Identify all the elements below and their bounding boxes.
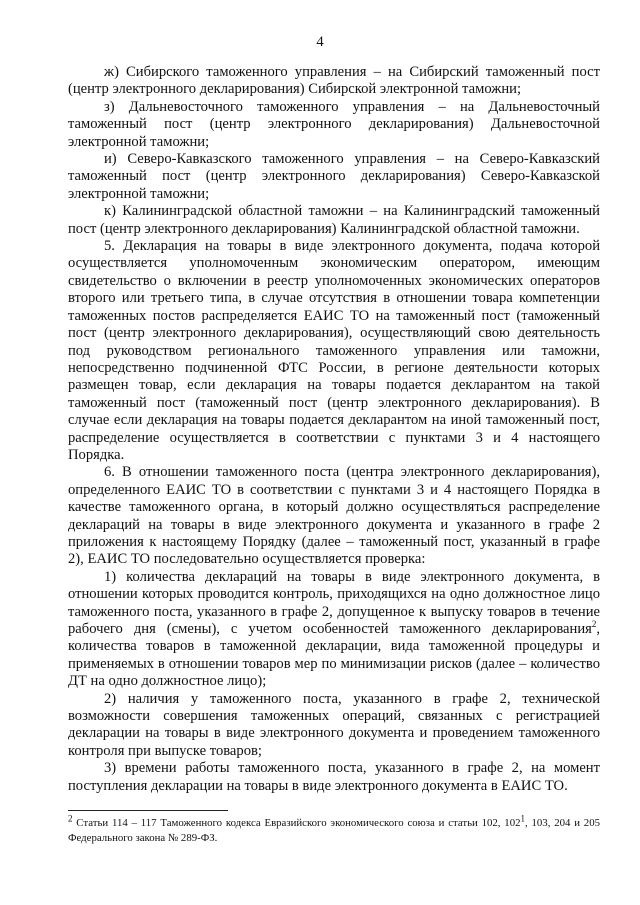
document-body <box>68 64 600 795</box>
paragraph-5: 5. Декларация на товары в виде электронного документа, подача которой осуществляется уполномоченным экономическим оператором, имеющим свидетельство о включении в реестр уполномоченных экономических операторов второго или третьего типа, в случае отсутствия в отношении товара компетенции таможенных постов распределяется ЕАИС ТО на таможенный пост (таможенный пост (центр электронного декларирования), осуществляющий свою деятельность под руководством регионального таможенного управления или таможни, непосредственно подчиненной ФТС России, в регионе деятельности которых размещен товар, если декларация на товары подается декларантом на такой таможенный пост (таможенный пост (центр электронного декларирования). В случае если декларация на товары подается декларантом на иной таможенный пост, распределение осуществляется в соответствии с пунктами 3 и 4 настоящего Порядка. <box>68 238 600 463</box>
page-number: 4 <box>316 34 324 50</box>
paragraph-k: к) Калининградской областной таможни – на Калининградский таможенный пост (центр электронного декларирования) Калининградской областной таможни. <box>68 203 600 237</box>
footnote-ref: 2 <box>591 619 597 630</box>
footnote-divider <box>68 810 228 811</box>
paragraph-i: и) Северо-Кавказского таможенного управления – на Северо-Кавказский таможенный пост (центр электронного декларирования) Северо-Кавказской электронной таможни; <box>68 151 600 202</box>
list-item-1-text-cont: , количества товаров в таможенной декларации, вида таможенной процедуры и применяемых в отношении товаров мер по минимизации рисков (далее – количество ДТ на одно должностное лицо); <box>68 621 600 690</box>
list-item-1 <box>68 569 600 691</box>
paragraph-zh: ж) Сибирского таможенного управления – на Сибирский таможенный пост (центр электронного декларирования) Сибирской электронной таможни; <box>68 64 600 98</box>
paragraph-z: з) Дальневосточного таможенного управления – на Дальневосточный таможенный пост (центр электронного декларирования) Дальневосточной электронной таможни; <box>68 98 600 150</box>
footnote-sup: 1 <box>520 813 525 824</box>
list-item-1-text: 1) количества деклараций на товары в виде электронного документа, в отношении которых проводится контроль, приходящихся на одно должностное лицо таможенного поста, указанного в графе 2, допущенное к выпуску товаров в течение рабочего дня (смены), с учетом особенностей таможенного декларирования <box>68 568 600 637</box>
footnote <box>68 813 601 845</box>
footnote-text-cont: , 103, 204 и 205 Федерального закона № 289-ФЗ. <box>68 817 601 844</box>
paragraph-6: 6. В отношении таможенного поста (центра электронного декларирования), определенного ЕАИС ТО в соответствии с пунктами 3 и 4 настоящего Порядка в качестве таможенного органа, в который должно осуществляться распределение деклараций на товары в виде электронного документа и указанного в графе 2 приложения к настоящему Порядку (далее – таможенный пост, указанный в графе 2), ЕАИС ТО последовательно осуществляется проверка: <box>68 464 600 568</box>
list-item-2: 2) наличия у таможенного поста, указанного в графе 2, технической возможности совершения таможенных операций, связанных с регистрацией декларации на товары в виде электронного документа и проведением таможенного контроля при выпуске товаров; <box>68 690 600 759</box>
footnote-mark: 2 <box>68 813 73 824</box>
footnote-text: Статьи 114 – 117 Таможенного кодекса Евразийского экономического союза и статьи 102, 102 <box>72 817 521 829</box>
list-item-3: 3) времени работы таможенного поста, указанного в графе 2, на момент поступления декларации на товары в виде электронного документа в ЕАИС ТО. <box>68 760 600 794</box>
